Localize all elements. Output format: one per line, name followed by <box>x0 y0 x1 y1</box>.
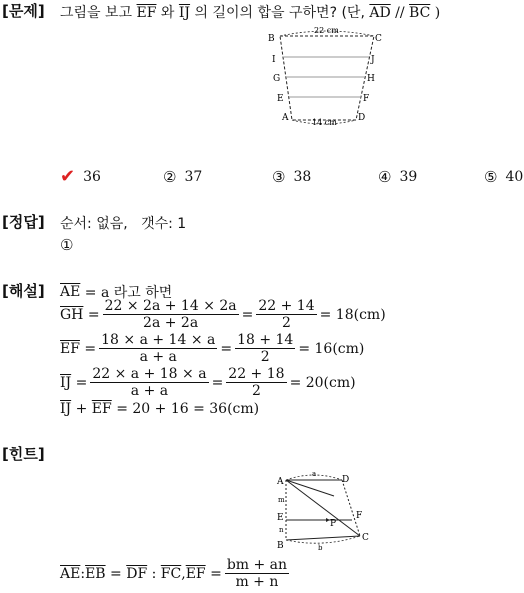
point-d: D <box>358 113 366 123</box>
frac-den: m + n <box>235 574 279 590</box>
question-conj: 와 <box>160 5 175 21</box>
explanation-assume: = a 라고 하면 <box>84 285 173 301</box>
segment-ij: $\overline{IJ}$ <box>178 5 191 21</box>
answer-order: 순서: 없음, <box>60 216 128 232</box>
point-h: H <box>367 74 375 84</box>
frac-den: 2a + 2a <box>143 315 199 331</box>
fraction-ij-1 <box>90 366 208 399</box>
question-text-pre: 그림을 보고 <box>60 5 133 21</box>
answer-count: 갯수: 1 <box>141 216 187 232</box>
formula-eb: $\overline{EB}$ <box>85 565 106 582</box>
frac-num: 18 + 14 <box>237 332 294 348</box>
hint-arrow-1 <box>286 480 334 496</box>
choice-3[interactable] <box>272 168 311 186</box>
result-gh: = 18(cm) <box>319 306 386 323</box>
hint-label-m: m <box>278 496 285 504</box>
choice-1[interactable] <box>60 166 101 187</box>
frac-num: 22 × 2a + 14 × 2a <box>104 298 237 314</box>
frac-den: 2 <box>260 349 270 365</box>
choice-3-value: 38 <box>293 169 312 185</box>
question-text-mid: 의 길이의 합을 구하면? (단, <box>194 5 365 21</box>
parallel-symbol: // <box>395 5 405 21</box>
segment-ij-3: $\overline{IJ}$ <box>60 401 72 417</box>
hint-point-c: C <box>362 533 369 543</box>
frac-num: 22 + 18 <box>228 366 285 382</box>
point-i: I <box>272 55 276 65</box>
formula-eq-1: = <box>110 565 122 582</box>
hint-label-a: a <box>312 470 317 478</box>
answer-label: [정답] <box>2 213 45 231</box>
hint-point-p: P <box>330 519 337 529</box>
result-sum: = 20 + 16 = 36(cm) <box>116 401 260 417</box>
explanation-label: [해설] <box>2 282 45 300</box>
formula-df: $\overline{DF}$ <box>126 565 148 582</box>
frac-den: a + a <box>130 383 169 399</box>
fraction-hint <box>225 557 289 590</box>
answer-meta <box>60 213 186 233</box>
hint-label: [힌트] <box>2 445 45 463</box>
fraction-ef-2 <box>235 332 295 365</box>
hint-point-d: D <box>342 475 350 485</box>
point-a: A <box>282 113 289 123</box>
hint-figure <box>274 468 374 553</box>
frac-num: 18 × a + 14 × a <box>101 332 216 348</box>
hint-point-e: E <box>277 513 284 523</box>
question-text-end: ) <box>434 5 441 21</box>
fraction-ij-2 <box>226 366 286 399</box>
choice-2[interactable] <box>163 168 202 186</box>
hint-point-a: A <box>277 477 284 487</box>
formula-ae: $\overline{AE}$ <box>60 565 81 582</box>
formula-ef: $\overline{EF}$ <box>185 565 206 582</box>
question-label: [문제] <box>2 2 45 20</box>
segment-ae: $\overline{AE}$ <box>60 284 81 300</box>
frac-den: 2 <box>282 315 291 331</box>
result-ij: = 20(cm) <box>289 374 356 391</box>
segment-ij-2: $\overline{IJ}$ <box>60 374 72 391</box>
hint-segment-dc <box>342 480 363 536</box>
formula-colon-2: : <box>151 565 157 582</box>
point-c: C <box>375 34 382 44</box>
answer-value: ① <box>60 236 74 254</box>
hint-diagonal-ac <box>286 480 363 536</box>
choice-4-mark: ④ <box>378 168 392 186</box>
hint-label-b: b <box>318 544 323 552</box>
trapezoid-outline <box>280 36 374 120</box>
segment-bc: $\overline{BC}$ <box>409 5 431 21</box>
frac-den: 2 <box>251 383 261 399</box>
choice-4-value: 39 <box>399 169 418 185</box>
hint-formula <box>60 557 292 590</box>
point-e: E <box>277 94 284 104</box>
plus-sign: + <box>75 401 88 417</box>
result-ef: = 16(cm) <box>298 340 365 357</box>
fraction-ef-1 <box>99 332 217 365</box>
hint-segment-bc <box>286 536 360 540</box>
choice-5[interactable] <box>484 168 523 186</box>
formula-comma: , <box>181 565 186 582</box>
question-text <box>60 2 440 22</box>
frac-num: bm + an <box>226 557 288 573</box>
bottom-length-label: 14 cm <box>312 118 337 127</box>
trapezoid-figure <box>262 24 392 129</box>
formula-eq-2: = <box>210 565 222 582</box>
hint-point-b: B <box>277 541 284 551</box>
frac-den: a + a <box>139 349 177 365</box>
top-length-label: 22 cm <box>314 26 339 35</box>
point-j: J <box>371 55 375 65</box>
segment-ef-3: $\overline{EF}$ <box>91 401 112 417</box>
equation-ij: $\overline{IJ}$ = $\frac{22 \times a + 18 \times a}{a + a}$ = $\frac{22 + 18}{2}$ = 20(cm) <box>60 366 356 399</box>
point-g: G <box>273 74 281 84</box>
choice-1-value: 36 <box>83 168 101 185</box>
segment-ad: $\overline{AD}$ <box>369 5 391 21</box>
choice-4[interactable] <box>378 168 417 186</box>
choice-5-mark: ⑤ <box>484 168 498 186</box>
frac-num: 22 × a + 18 × a <box>92 366 207 382</box>
choice-2-value: 37 <box>184 169 203 185</box>
formula-colon-1: : <box>80 565 86 582</box>
formula-fc: $\overline{FC}$ <box>160 565 182 582</box>
fraction-gh-1 <box>103 298 239 331</box>
frac-num: 22 + 14 <box>258 298 315 314</box>
point-b: B <box>268 34 275 44</box>
choice-2-mark: ② <box>163 168 177 186</box>
equation-ef: $\overline{EF}$ = $\frac{18 \times a + 14 \times a}{a + a}$ = $\frac{18 + 14}{2}$ = 16(cm) <box>60 332 365 365</box>
choice-5-value: 40 <box>505 169 524 185</box>
fraction-gh-2 <box>256 298 316 331</box>
segment-ef-2: $\overline{EF}$ <box>60 340 80 357</box>
checkmark-icon: ✔ <box>60 166 76 187</box>
equation-gh: $\overline{GH}$ = $\frac{22 \times 2a + 14 \times 2a}{2a + 2a}$ = $\frac{22 + 14}{2}$ = 18(cm) <box>60 298 386 331</box>
segment-ef: $\overline{EF}$ <box>136 5 157 21</box>
segment-gh: $\overline{GH}$ <box>60 306 84 323</box>
equation-sum <box>60 401 259 417</box>
hint-point-f: F <box>356 511 363 521</box>
choice-3-mark: ③ <box>272 168 286 186</box>
hint-label-n: n <box>279 526 284 534</box>
point-f: F <box>363 94 370 104</box>
